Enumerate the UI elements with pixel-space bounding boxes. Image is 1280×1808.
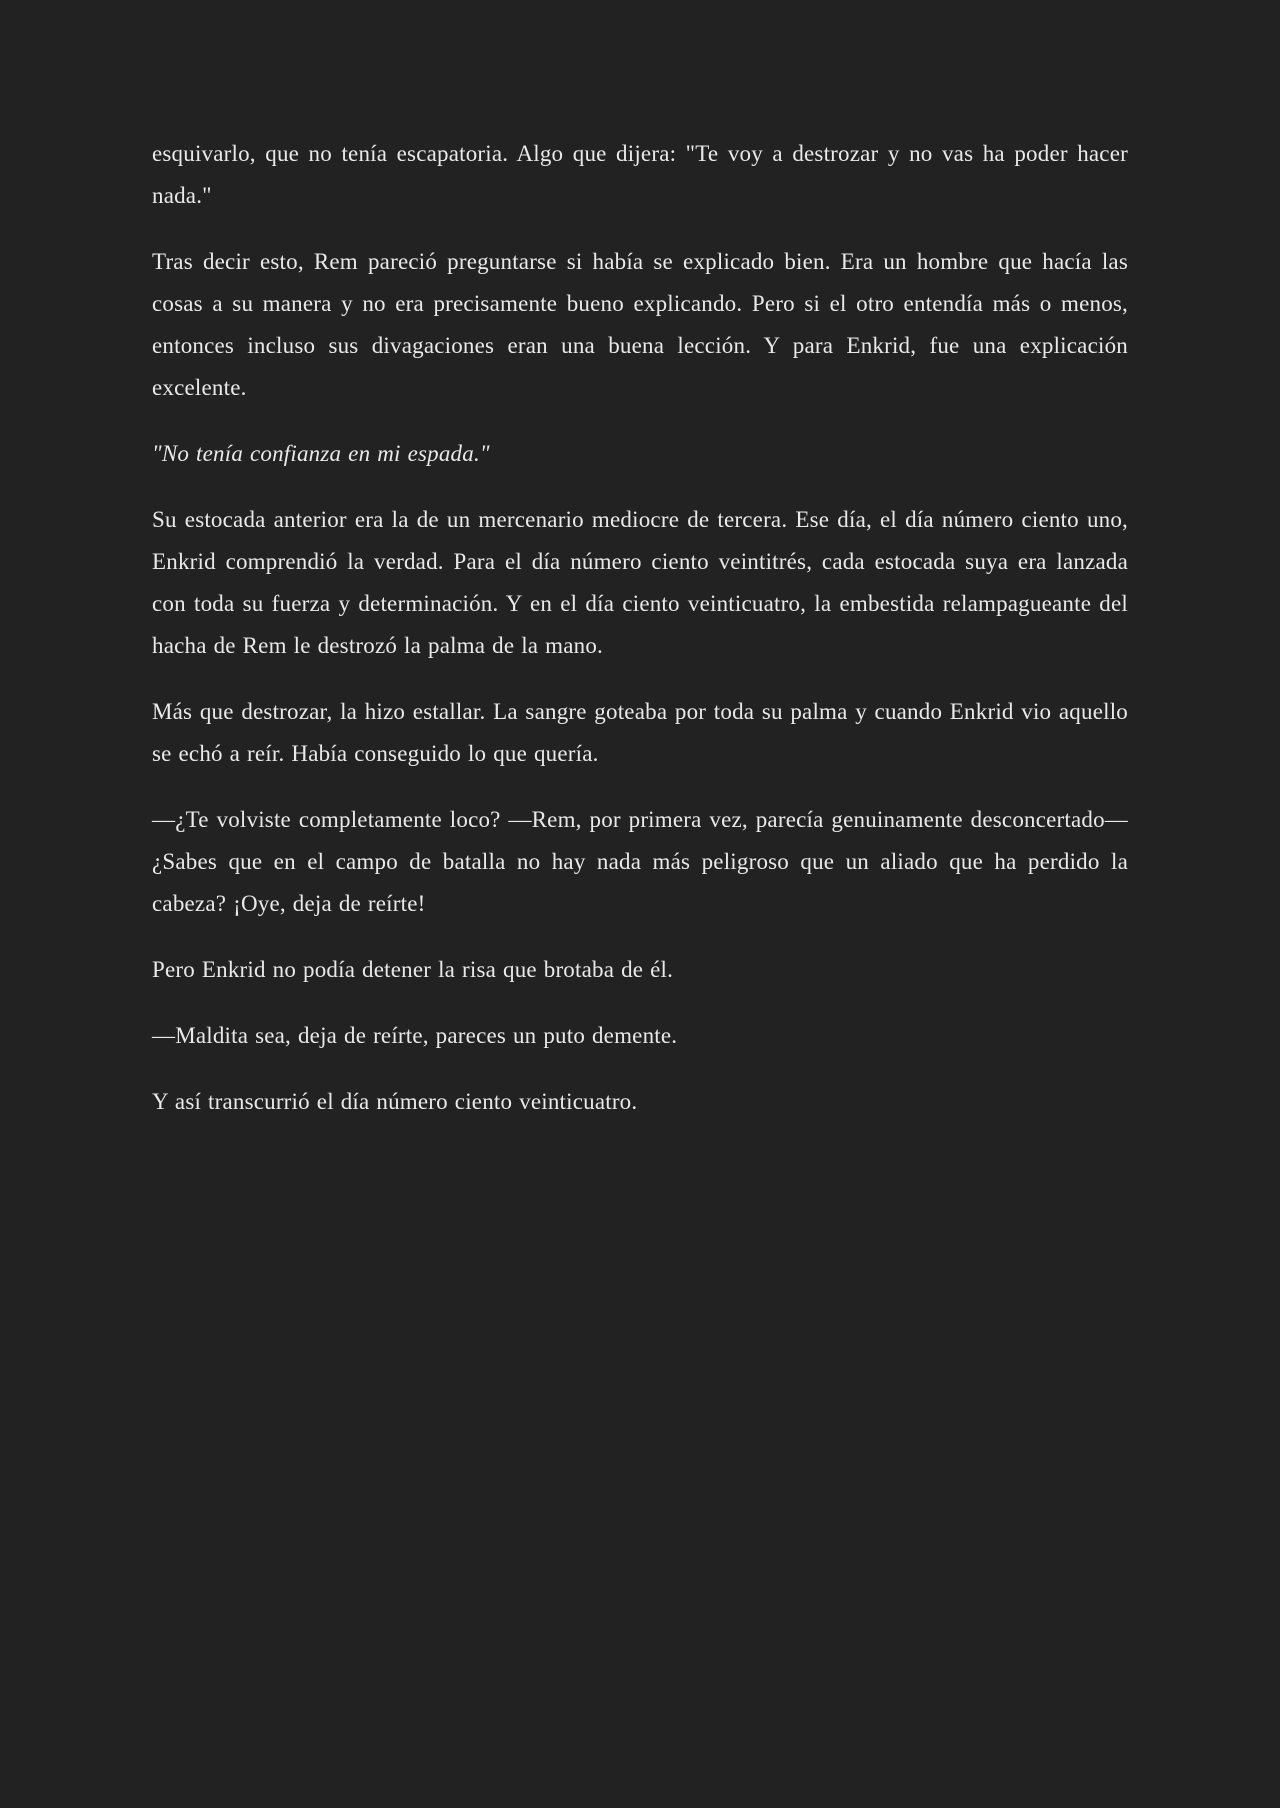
paragraph: Tras decir esto, Rem pareció preguntarse si había se explicado bien. Era un hombre que hacía las cosas a su manera y no era precisamente bueno explicando. Pero si el otro entendía más o menos, entonces incluso sus divagaciones eran una buena lección. Y para Enkrid, fue una explicación excelente. xyxy=(152,249,1128,400)
paragraph: Pero Enkrid no podía detener la risa que brotaba de él. xyxy=(152,957,674,982)
paragraph: "No tenía confianza en mi espada." xyxy=(152,441,490,466)
paragraph: Y así transcurrió el día número ciento veinticuatro. xyxy=(152,1089,638,1114)
page-content xyxy=(152,133,1128,1123)
paragraph: —¿Te volviste completamente loco? —Rem, por primera vez, parecía genuinamente desconcertado— ¿Sabes que en el campo de batalla no hay nada más peligroso que un aliado que ha perdido la cabeza? ¡Oye, deja de reírte! xyxy=(152,807,1128,916)
paragraph: Su estocada anterior era la de un mercenario mediocre de tercera. Ese día, el día número ciento uno, Enkrid comprendió la verdad. Para el día número ciento veintitrés, cada estocada suya era lanzada con toda su fuerza y determinación. Y en el día ciento veinticuatro, la embestida relampagueante del hacha de Rem le destrozó la palma de la mano. xyxy=(152,507,1128,658)
paragraph: —Maldita sea, deja de reírte, pareces un puto demente. xyxy=(152,1023,678,1048)
paragraph: Más que destrozar, la hizo estallar. La sangre goteaba por toda su palma y cuando Enkrid vio aquello se echó a reír. Había conseguido lo que quería. xyxy=(152,699,1128,766)
paragraph: esquivarlo, que no tenía escapatoria. Algo que dijera: "Te voy a destrozar y no vas ha poder hacer nada." xyxy=(152,141,1128,208)
